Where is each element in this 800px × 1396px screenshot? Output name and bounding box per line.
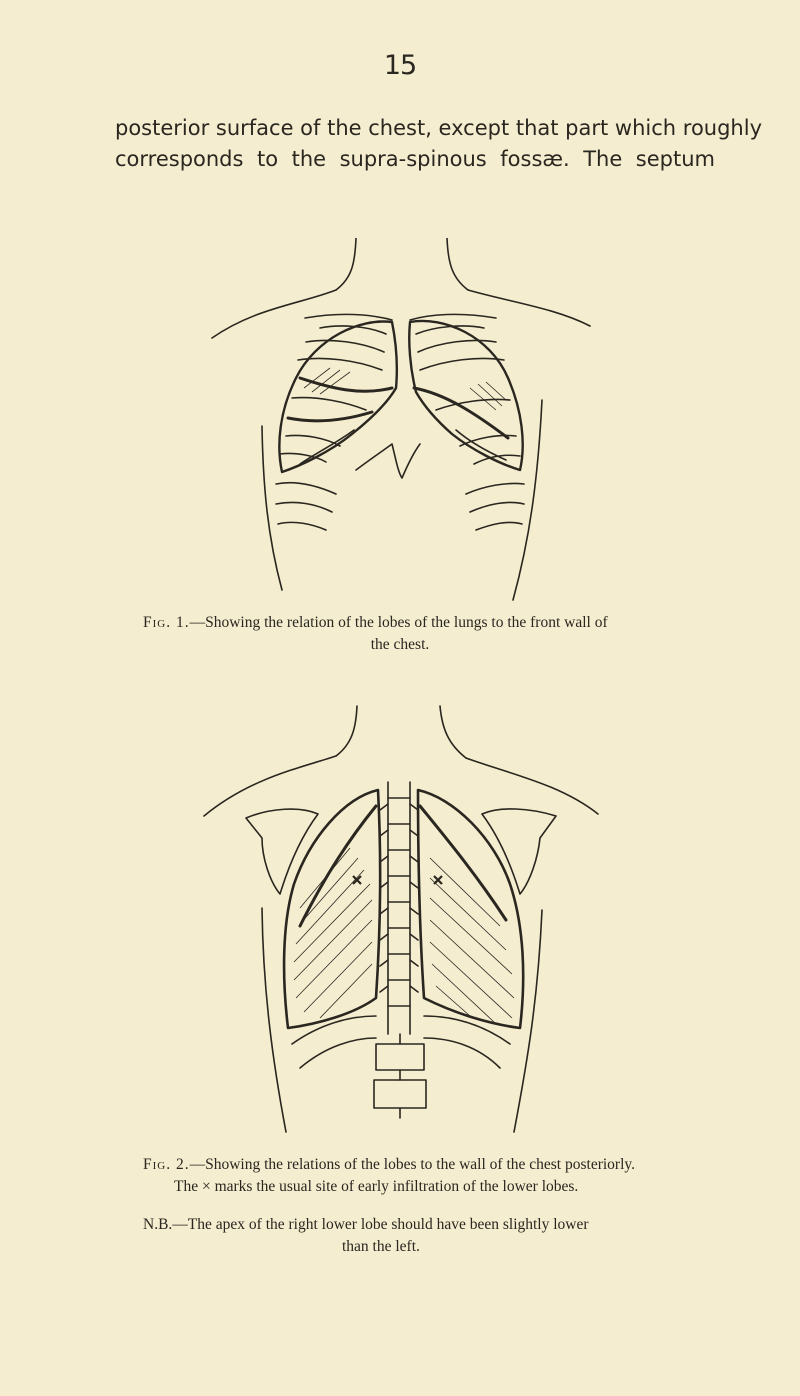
figure-1-caption-text: the chest. bbox=[370, 636, 430, 653]
nota-bene-text: than the left. bbox=[342, 1238, 420, 1255]
figure-2-caption-text: The × marks the usual site of early infiltration of the lower lobes. bbox=[174, 1178, 579, 1195]
page-number: 15 bbox=[383, 50, 417, 81]
figure-1-label: Fig. 1. bbox=[143, 614, 190, 631]
body-text-line: corresponds to the supra-spinous fossæ. The septum bbox=[115, 147, 715, 171]
figure-2-caption bbox=[0, 1154, 800, 1198]
lungs-front-illustration bbox=[0, 238, 800, 608]
lungs-back-illustration bbox=[0, 698, 800, 1138]
infiltration-marker-left bbox=[434, 876, 442, 884]
figure-1-front-chest-illustration bbox=[0, 238, 800, 608]
body-text-line: posterior surface of the chest, except that part which roughly bbox=[115, 116, 763, 140]
figure-1-caption-text: —Showing the relation of the lobes of the lungs to the front wall of bbox=[189, 614, 608, 631]
figure-2-back-chest-illustration bbox=[0, 698, 800, 1138]
figure-2-caption-text: —Showing the relations of the lobes to the wall of the chest posteriorly. bbox=[189, 1156, 635, 1173]
figure-1-caption bbox=[0, 612, 800, 656]
nota-bene-text: —The apex of the right lower lobe should have been slightly lower bbox=[172, 1216, 589, 1233]
nota-bene-label: N.B. bbox=[143, 1216, 173, 1233]
nota-bene-note bbox=[0, 1214, 800, 1258]
body-text bbox=[115, 113, 763, 175]
figure-2-label: Fig. 2. bbox=[143, 1156, 190, 1173]
